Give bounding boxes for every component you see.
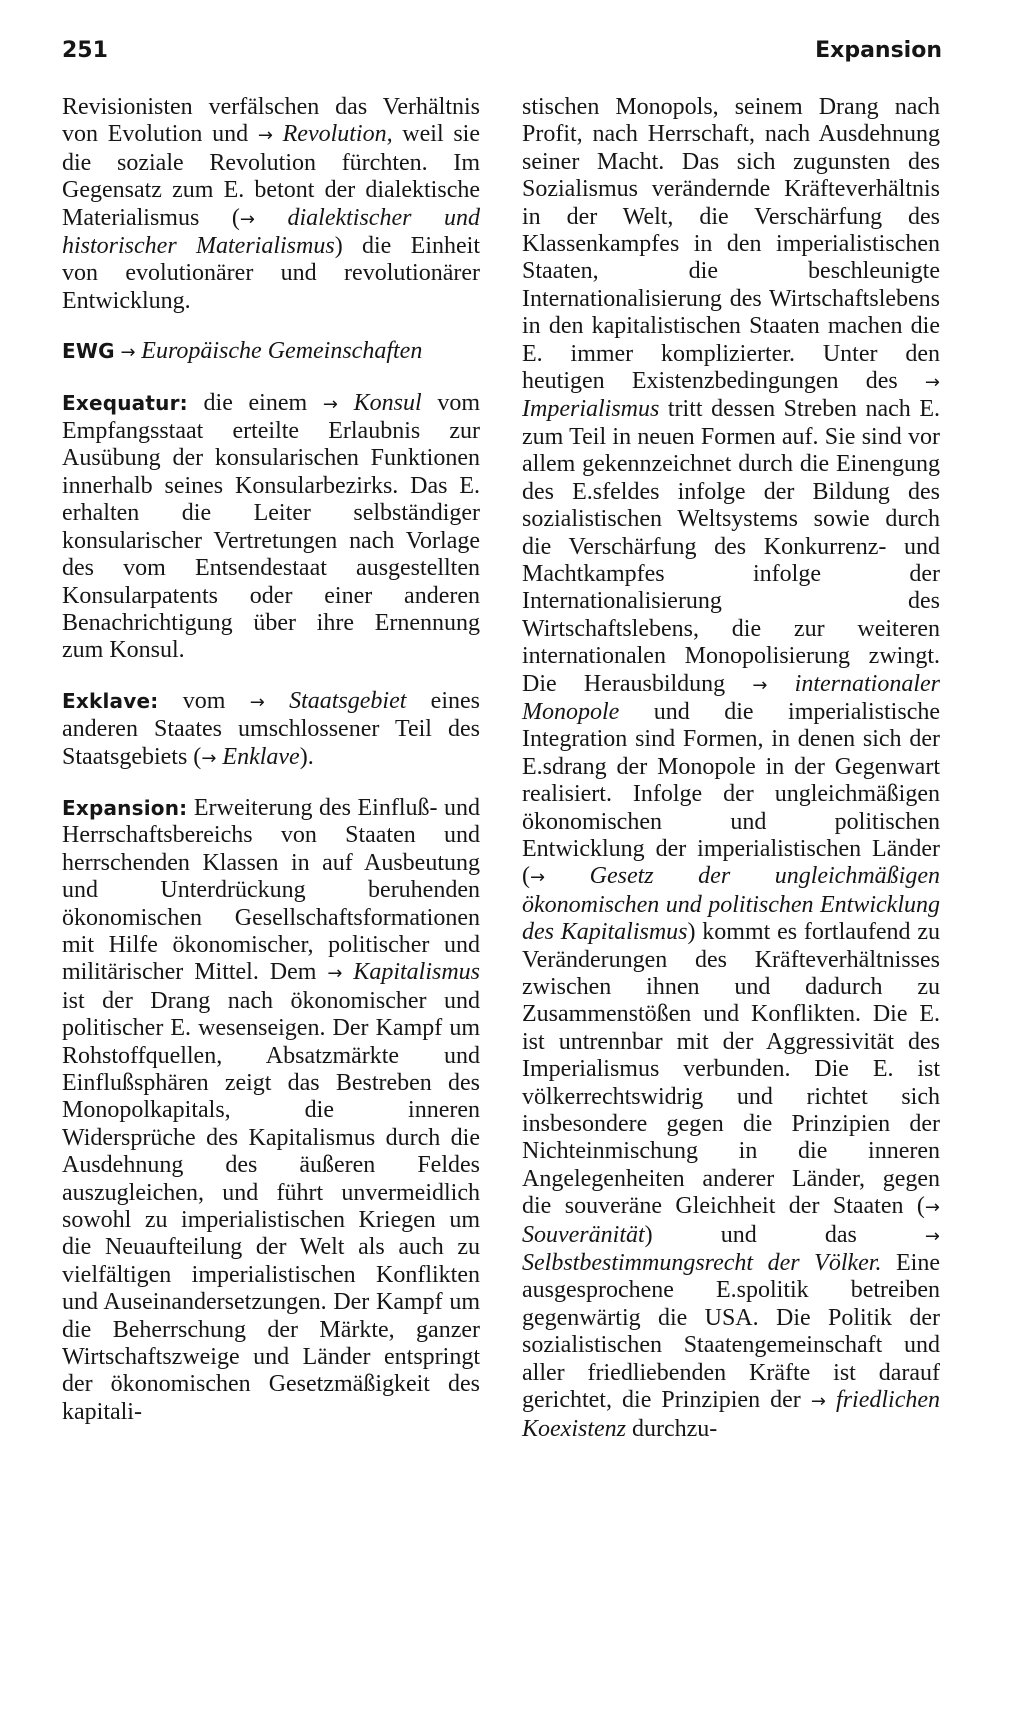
entry-evolutionismus-continuation [62, 94, 480, 315]
cross-reference-link[interactable]: Imperialismus [522, 396, 660, 423]
cross-reference-link[interactable]: Europäische Gemeinschaften [141, 338, 423, 365]
right-column [522, 94, 940, 1466]
entry-text: ist der Drang nach ökonomischer und politischer E. wesenseigen. Der Kampf um Rohstoffquellen, Absatzmärkte und Einflußsphären zeigt das Bestreben des Monopolkapitals, die inneren Widersprüche des Kapitalismus durch die Ausdehnung des äußeren Feldes auszugleichen, und führt unvermeidlich sowohl zu imperialistischen Kriegen um die Neuaufteilung der Welt als auch zu vielfältigen imperialistischen Konflikten und Auseinandersetzungen. Der Kampf um die Beherrschung der Märkte, ganzer Wirtschaftszweige und Länder entspringt der ökonomischen Gesetzmäßigkeit des kapitali- [62, 987, 480, 1425]
entry-text: eines anderen Staates umschlossener Teil des Staatsgebiets ( [62, 687, 480, 770]
cross-reference-arrow-icon: → [201, 747, 217, 769]
cross-reference-link[interactable]: Staatsgebiet [264, 687, 407, 714]
entry-text: ). [299, 743, 314, 770]
cross-reference-arrow-icon: → [924, 1225, 940, 1247]
entry-text: durchzu- [625, 1415, 718, 1442]
cross-reference-arrow-icon: → [810, 1391, 826, 1413]
cross-reference-link[interactable]: internationaler Monopole [522, 670, 940, 725]
page-number: 251 [62, 38, 108, 63]
entry-expansion [62, 795, 480, 1426]
cross-reference-link[interactable]: dialektischer und historischer Materialismus [62, 204, 480, 260]
entry-exequatur [62, 390, 480, 665]
cross-reference-arrow-icon: → [530, 867, 546, 889]
entry-text: ) und das [644, 1221, 925, 1248]
entry-expansion-continuation [522, 94, 940, 1443]
cross-reference-link[interactable]: friedlichen Koexistenz [522, 1387, 940, 1442]
entry-text: ) kommt es fortlaufend zu Veränderungen des Kräfteverhältnisses zwischen ihnen und dadurch zu Zusammenstößen und Konflikten. Die E. ist untrennbar mit der Aggressivität des Imperialismus verbunden. Die E. ist völkerrechtswidrig und richtet sich insbesondere gegen die Prinzipien der Nichteinmischung in die inneren Angelegenheiten anderer Länder, gegen die souveräne Gleichheit der Staaten ( [522, 919, 940, 1220]
entry-text: ) die Einheit von evolutionärer und revolutionärer Entwicklung. [62, 233, 480, 314]
cross-reference-link[interactable]: Selbstbestimmungsrecht der Völker. [522, 1250, 882, 1277]
cross-reference-arrow-icon: → [249, 691, 265, 713]
entry-ewg [62, 338, 480, 366]
cross-reference-link[interactable]: Enklave [216, 743, 300, 770]
cross-reference-arrow-icon: → [924, 372, 940, 394]
entry-term: Exequatur: [62, 390, 188, 415]
entry-exklave [62, 688, 480, 772]
cross-reference-link[interactable]: Gesetz der ungleichmäßigen ökonomischen und politischen Entwicklung des Kapitalismus [522, 863, 940, 946]
entry-term: Expansion: [62, 795, 188, 820]
cross-reference-arrow-icon: → [327, 963, 343, 985]
cross-reference-link[interactable]: Kapitalismus [342, 959, 480, 986]
entry-text: stischen Monopols, seinem Drang nach Profit, nach Herrschaft, nach Ausdehnung seiner Macht. Das sich zugunsten des Sozialismus verändernde Kräfteverhältnis in der Welt, die Verschärfung des Klassenkampfes in den imperialistischen Staaten, die beschleunigte Internationalisierung des Wirtschaftslebens in den kapitalistischen Staaten machen die E. immer komplizierter. Unter den heutigen Existenzbedingungen des [522, 94, 940, 395]
cross-reference-arrow-icon: → [322, 393, 338, 415]
left-column [62, 94, 480, 1449]
entry-text: vom Empfangsstaat erteilte Erlaubnis zur Ausübung der konsularischen Funktionen innerhalb seines Konsularbezirks. Das E. erhalten die Leiter selbständiger konsularischer Vertretungen nach Vorlage des vom Entsendestaat ausgestellten Konsularpatents oder einer anderen Benachrichtigung über ihre Ernennung zum Konsul. [62, 389, 481, 664]
entry-text: vom [158, 687, 250, 714]
entry-text: und die imperialistische Integration sind Formen, in denen sich der E.sdrang der Monopole in der Gegenwart realisiert. Infolge der ungleichmäßigen ökonomischen und politischen Entwicklung der imperialistischen Länder ( [522, 698, 940, 890]
cross-reference-arrow-icon: → [924, 1197, 940, 1219]
cross-reference-link[interactable]: Revolution, [282, 121, 393, 148]
entry-text: tritt dessen Streben nach E. zum Teil in neuen Formen auf. Sie sind vor allem gekennzeichnet durch die Einengung des E.sfeldes infolge der Bildung des sozialistischen Weltsystems sowie durch die Verschärfung des Konkurrenz- und Machtkampfes infolge der Internationalisierung des Wirtschaftslebens, die zur weiteren internationalen Monopolisierung zwingt. Die Herausbildung [522, 396, 940, 697]
page-header [62, 38, 942, 70]
entry-text: Revisionisten verfälschen das Verhältnis von Evolution und [62, 94, 480, 148]
entry-text: Eine ausgesprochene E.spolitik betreiben gegenwärtig die USA. Die Politik der sozialistischen Staatengemeinschaft und aller friedliebenden Kräfte ist darauf gerichtet, die Prinzipien der [522, 1250, 941, 1414]
entry-text: weil sie die soziale Revolution fürchten. Im Gegensatz zum E. betont der dialektische Materialismus ( [62, 121, 481, 231]
cross-reference-arrow-icon: → [752, 674, 768, 696]
entry-text: Erweiterung des Einfluß- und Herrschaftsbereichs von Staaten und herrschenden Klassen in auf Ausbeutung und Unterdrückung beruhenden ökonomischen Gesellschaftsformationen mit Hilfe ökonomischer, politischer und militärischer Mittel. Dem [62, 794, 480, 986]
cross-reference-arrow-icon: → [114, 342, 142, 364]
cross-reference-link[interactable]: Souveränität [522, 1221, 645, 1248]
entry-term: EWG [62, 339, 115, 364]
cross-reference-arrow-icon: → [257, 125, 273, 147]
cross-reference-link[interactable]: Konsul [337, 389, 422, 416]
running-head: Expansion [815, 38, 942, 63]
entry-term: Exklave: [62, 688, 159, 713]
cross-reference-arrow-icon: → [239, 208, 255, 230]
entry-text: die einem [187, 389, 323, 416]
